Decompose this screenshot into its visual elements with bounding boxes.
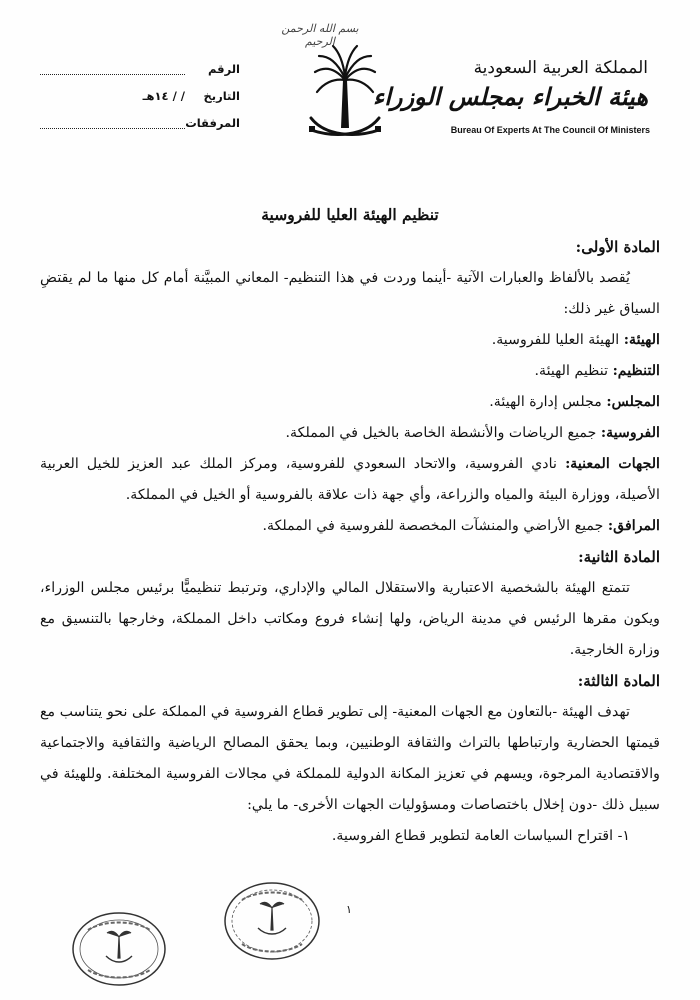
- definition-item: [40, 356, 660, 387]
- definition-term: الجهات المعنية:: [565, 456, 660, 472]
- attachments-line: [40, 128, 185, 129]
- official-stamp-left-icon: [70, 910, 168, 988]
- definition-term: الهيئة:: [623, 332, 660, 348]
- bureau-name-english: Bureau Of Experts At The Council Of Ministers: [450, 125, 650, 135]
- article-3-text: تهدف الهيئة -بالتعاون مع الجهات المعنية- إلى تطوير قطاع الفروسية في المملكة على نحو يتناسب مع قيمتها الحضارية وارتباطها بالتراث والثقافة الوطنيين، وبما يحقق المصالح الرياضية والثقافية والاجتماعية والاقتصادية المرجوة، ويسهم في تعزيز المكانة الدولية للمملكة في مجالات الفروسية المختلفة. وللهيئة في سبيل ذلك -دون إخلال باختصاصات ومسؤوليات الجهات الأخرى- ما يلي:: [40, 704, 660, 813]
- definition-term: المجلس:: [606, 394, 660, 410]
- article-3-item-1: ١- اقتراح السياسات العامة لتطوير قطاع الفروسية.: [331, 828, 630, 844]
- article-2-heading: المادة الثانية:: [578, 548, 660, 566]
- article-2-text: تتمتع الهيئة بالشخصية الاعتبارية والاستقلال المالي والإداري، وترتبط تنظيميًّا برئيس مجلس الوزراء، ويكون مقرها الرئيس في مدينة الرياض، ولها إنشاء فروع ومكاتب داخل المملكة، وخارجها بالتنسيق مع وزارة الخارجية.: [40, 580, 660, 658]
- kingdom-name: المملكة العربية السعودية: [473, 58, 648, 78]
- definition-item: [40, 511, 660, 542]
- definition-item: [40, 325, 660, 356]
- definition-item: [40, 387, 660, 418]
- definition-text: مجلس إدارة الهيئة.: [489, 394, 602, 410]
- definition-term: التنظيم:: [612, 363, 660, 379]
- definition-text: نادي الفروسية، والاتحاد السعودي للفروسية، ومركز الملك عبد العزيز للخيل العربية الأصيلة، ووزارة البيئة والمياه والزراعة، وأي جهة ذات علاقة بالفروسية أو الخيل في المملكة.: [40, 456, 660, 503]
- date-value: / / ١٤هـ: [40, 89, 185, 103]
- definition-text: جميع الرياضات والأنشطة الخاصة بالخيل في المملكة.: [285, 425, 597, 441]
- page-number: ١: [346, 903, 352, 916]
- meta-attachments-row: [40, 116, 240, 143]
- date-label: التاريخ: [203, 89, 240, 103]
- article-3-heading: المادة الثالثة:: [577, 672, 660, 690]
- document-title: تنظيم الهيئة العليا للفروسية: [261, 205, 439, 224]
- article-1-intro: يُقصد بالألفاظ والعبارات الآتية -أينما وردت في هذا التنظيم- المعاني المبيَّنة أمام كل منها ما لم يقتضِ السياق غير ذلك:: [40, 270, 660, 317]
- bureau-name-arabic: هيئة الخبراء بمجلس الوزراء: [372, 82, 648, 111]
- basmala: بسم الله الرحمن الرحيم: [281, 22, 359, 48]
- document-body: [40, 232, 660, 852]
- number-line: [40, 74, 185, 75]
- meta-number-row: [40, 62, 240, 89]
- definition-term: الفروسية:: [600, 425, 660, 441]
- meta-date-row: [40, 89, 240, 116]
- number-label: الرقم: [208, 62, 240, 76]
- definition-text: تنظيم الهيئة.: [534, 363, 609, 379]
- definition-item: [40, 418, 660, 449]
- document-meta: [40, 62, 240, 143]
- article-1-heading: المادة الأولى:: [575, 238, 660, 256]
- definition-term: المرافق:: [607, 518, 660, 534]
- attachments-label: المرفقات: [185, 116, 240, 130]
- definition-item: [40, 449, 660, 511]
- definition-text: جميع الأراضي والمنشآت المخصصة للفروسية في المملكة.: [262, 518, 604, 534]
- official-stamp-right-icon: [222, 880, 322, 962]
- definition-text: الهيئة العليا للفروسية.: [491, 332, 620, 348]
